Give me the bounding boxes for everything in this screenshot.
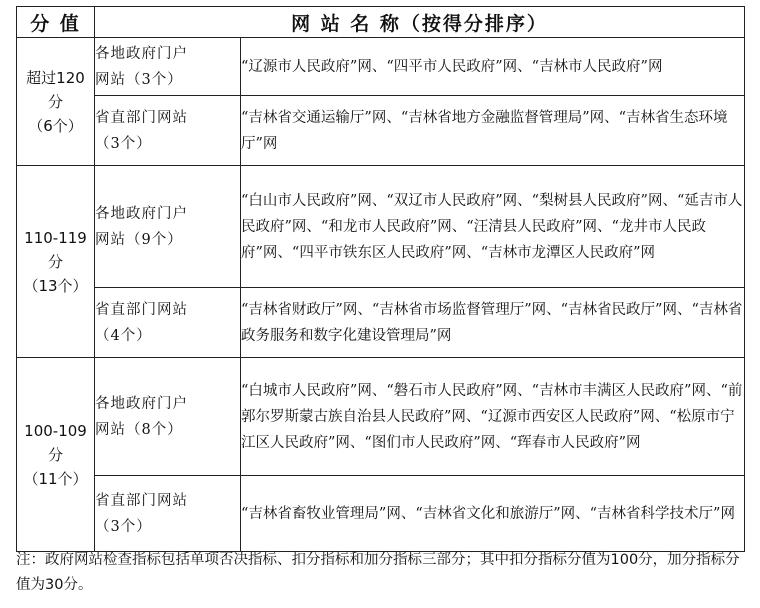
- score-range: 110-119: [24, 228, 87, 247]
- category-dept: [95, 288, 241, 358]
- header-row: [17, 7, 745, 38]
- category-label: 省直部门网站: [95, 492, 188, 509]
- table-row: [17, 288, 745, 358]
- category-label: 各地政府门户: [95, 45, 188, 62]
- category-local: [95, 358, 241, 476]
- category-count: 网站（3个）: [95, 71, 183, 88]
- table-row: [17, 38, 745, 96]
- category-dept: [95, 476, 241, 552]
- score-count: （11个）: [23, 469, 88, 488]
- header-score: 分 值: [17, 7, 95, 38]
- category-count: （4个）: [95, 327, 152, 344]
- site-list: “辽源市人民政府”网、“四平市人民政府”网、“吉林市人民政府”网: [241, 38, 745, 96]
- category-label: 各地政府门户: [95, 395, 188, 412]
- table-row: [17, 96, 745, 166]
- header-site-names: 网 站 名 称（按得分排序）: [95, 7, 745, 38]
- ranking-table: [16, 6, 745, 552]
- score-range: 100-109: [24, 421, 87, 440]
- site-list: “吉林省交通运输厅”网、“吉林省地方金融监督管理局”网、“吉林省生态环境厅”网: [241, 96, 745, 166]
- category-count: （3个）: [95, 518, 152, 535]
- category-label: 各地政府门户: [95, 205, 188, 222]
- score-unit: 分: [47, 252, 63, 271]
- category-label: 省直部门网站: [95, 301, 188, 318]
- site-list: “吉林省财政厅”网、“吉林省市场监督管理厅”网、“吉林省民政厅”网、“吉林省政务服务和数字化建设管理局”网: [241, 288, 745, 358]
- category-count: 网站（8个）: [95, 421, 183, 438]
- score-cell: [17, 358, 95, 552]
- category-local: [95, 38, 241, 96]
- score-range: 超过120: [26, 68, 85, 87]
- site-list: “白城市人民政府”网、“磐石市人民政府”网、“吉林市丰满区人民政府”网、“前郭尔罗斯蒙古族自治县人民政府”网、“辽源市西安区人民政府”网、“松原市宁江区人民政府”网、“图们市人民政府”网、“珲春市人民政府”网: [241, 358, 745, 476]
- score-count: （6个）: [28, 116, 83, 135]
- table-row: [17, 166, 745, 288]
- footnote: 注：政府网站检查指标包括单项否决指标、扣分指标和加分指标三部分；其中扣分指标分值为100分，加分指标分值为30分。: [16, 552, 740, 593]
- category-count: 网站（9个）: [95, 231, 183, 248]
- category-count: （3个）: [95, 135, 152, 152]
- category-label: 省直部门网站: [95, 109, 188, 126]
- category-local: [95, 166, 241, 288]
- category-dept: [95, 96, 241, 166]
- score-cell: [17, 38, 95, 166]
- site-list: “白山市人民政府”网、“双辽市人民政府”网、“梨树县人民政府”网、“延吉市人民政府”网、“和龙市人民政府”网、“汪清县人民政府”网、“龙井市人民政府”网、“四平市铁东区人民政府”网、“吉林市龙潭区人民政府”网: [241, 166, 745, 288]
- score-count: （13个）: [23, 276, 88, 295]
- score-unit: 分: [47, 92, 63, 111]
- score-cell: [17, 166, 95, 358]
- score-unit: 分: [47, 445, 63, 464]
- site-list: “吉林省畜牧业管理局”网、“吉林省文化和旅游厅”网、“吉林省科学技术厅”网: [241, 476, 745, 552]
- table-row: [17, 476, 745, 552]
- table-row: [17, 358, 745, 476]
